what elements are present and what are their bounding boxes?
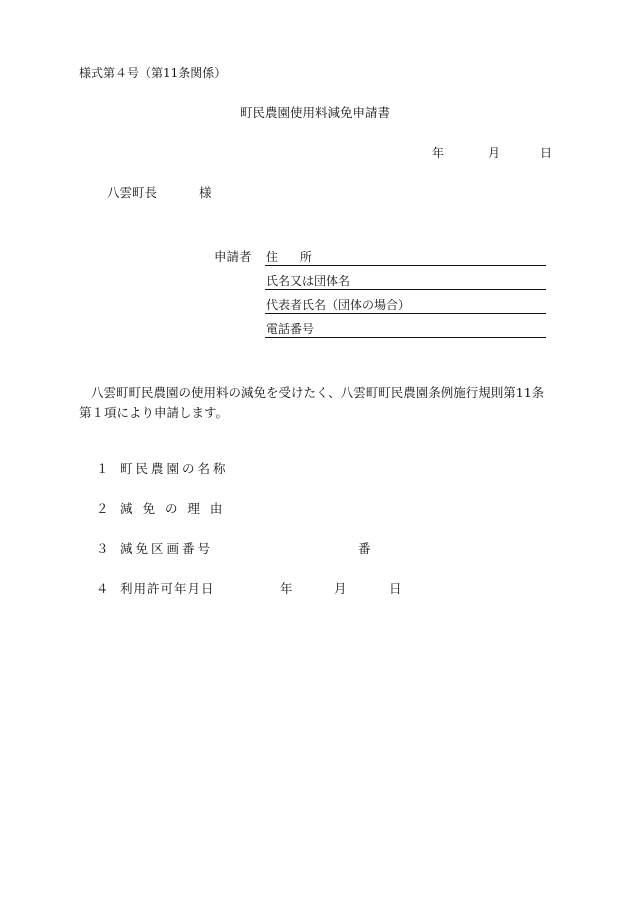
addressee-name: 八雲町長	[107, 185, 158, 200]
item-4-month-label: 月	[334, 581, 347, 596]
item-4-number: ４	[96, 581, 109, 596]
phone-number-field[interactable]	[265, 321, 546, 338]
name-field-label: 氏名又は団体名	[266, 274, 351, 288]
item-1-label: 町民農園の名称	[120, 461, 229, 476]
document-title: 町民農園使用料減免申請書	[239, 105, 390, 120]
date-month-label: 月	[488, 146, 501, 160]
representative-field-label: 代表者氏名（団体の場合）	[266, 298, 411, 312]
item-3-label: 減免区画番号	[120, 541, 214, 556]
representative-name-field[interactable]	[265, 297, 546, 314]
item-1-number: １	[96, 461, 109, 476]
date-year-label: 年	[432, 146, 445, 160]
name-or-organization-field[interactable]	[265, 273, 546, 290]
address-field-label: 住 所	[266, 250, 312, 264]
date-day-label: 日	[540, 146, 553, 160]
item-3-number: ３	[96, 541, 109, 556]
item-2-number: ２	[96, 501, 109, 516]
addressee-honorific: 様	[199, 185, 212, 200]
phone-field-label: 電話番号	[266, 322, 315, 336]
item-4-label: 利用許可年月日	[120, 581, 215, 596]
application-statement: 八雲町町民農園の使用料の減免を受けたく、八雲町町民農園条例施行規則第11条第１項により申請します。	[79, 385, 545, 420]
address-field[interactable]	[265, 249, 546, 266]
item-4-year-label: 年	[280, 581, 293, 596]
item-2-label: 減 免 の 理 由	[120, 501, 223, 516]
item-4-day-label: 日	[389, 581, 402, 596]
form-number: 様式第４号（第11条関係）	[79, 66, 227, 80]
item-3-suffix: 番	[358, 541, 371, 556]
applicant-label: 申請者	[214, 249, 252, 264]
